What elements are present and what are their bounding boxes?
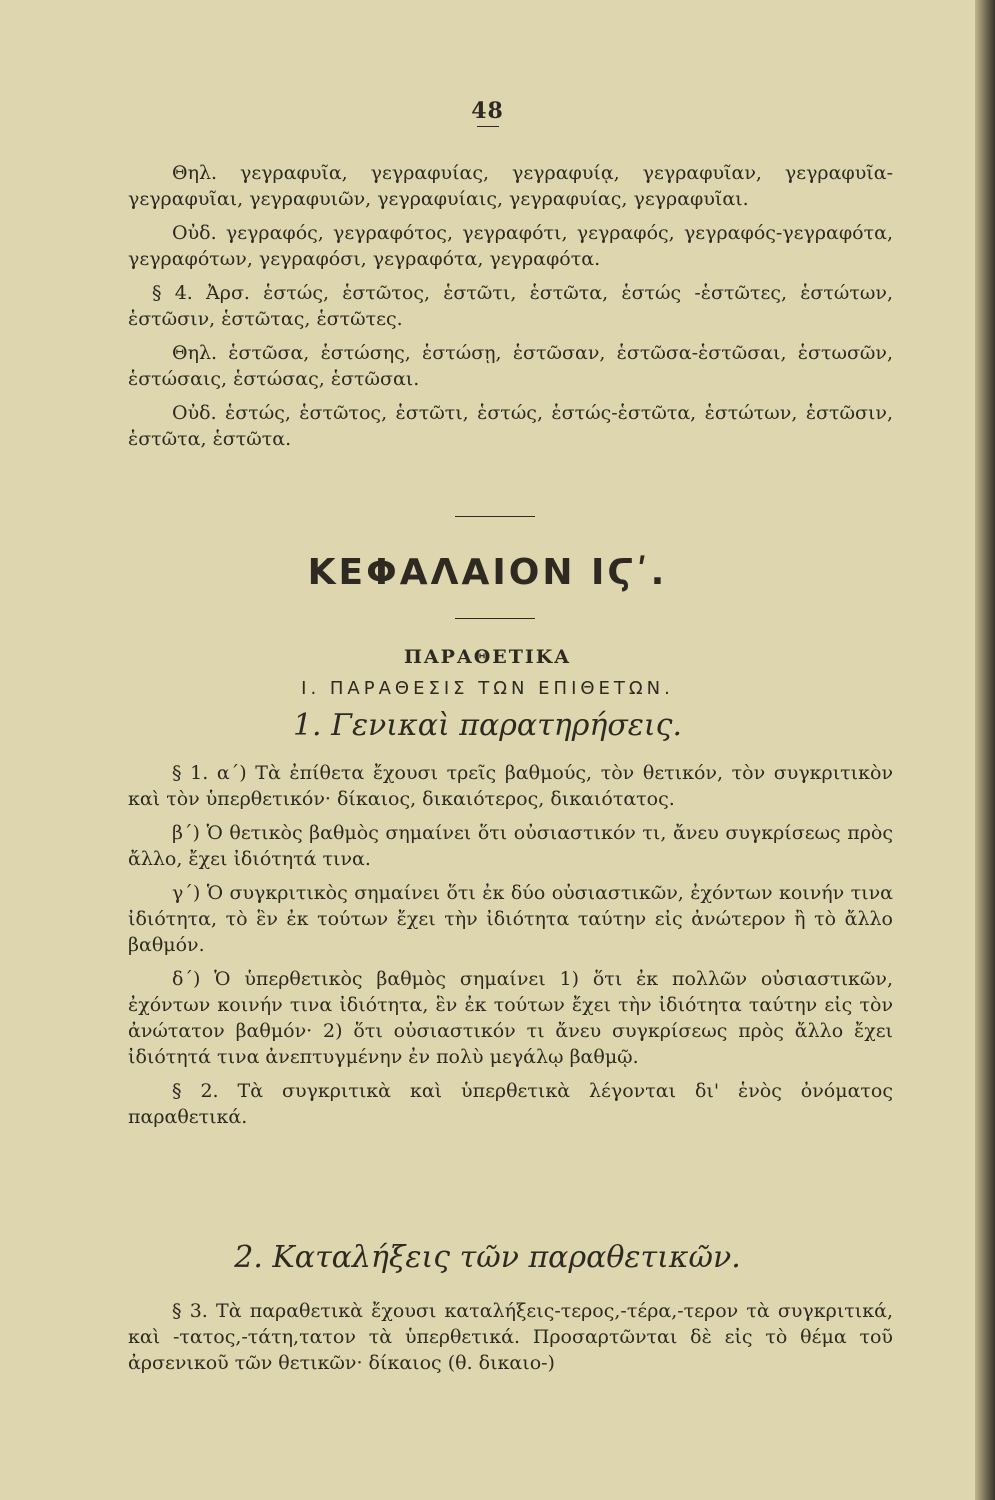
paragraph: Θηλ. γεγραφυῖα, γεγραφυίας, γεγραφυίᾳ, γεγραφυῖαν, γεγραφυῖα-γεγραφυῖαι, γεγραφυιῶν, γεγραφυίαις, γεγραφυίας, γεγραφυῖαι. <box>128 162 893 210</box>
page-number: 48 <box>0 98 975 127</box>
paragraph: δ΄) Ὁ ὑπερθετικὸς βαθμὸς σημαίνει 1) ὅτι ἐκ πολλῶν οὐσιαστικῶν, ἐχόντων κοινήν τινα ἰδιότητα, ἓν ἐκ τούτων ἔχει τὴν ἰδιότητα ταύτην εἰς τὸν ἀνώτατον βαθμόν· 2) ὅτι οὐσιαστικόν τι ἄνευ συγκρίσεως πρὸς ἄλλο ἔχει ἰδιότητά τινα ἀνεπτυγμένην ἐν πολὺ μεγάλῳ βαθμῷ. <box>128 968 893 1068</box>
declension-block <box>128 160 893 460</box>
paragraph: γ΄) Ὁ συγκριτικὸς σημαίνει ὅτι ἐκ δύο οὐσιαστικῶν, ἐχόντων κοινήν τινα ἰδιότητα, τὸ ἓν ἐκ τούτων ἔχει τὴν ἰδιότητα ταύτην εἰς ἀνώτερον ἢ τὸ ἄλλο βαθμόν. <box>128 882 893 956</box>
paragraph: Οὐδ. γεγραφός, γεγραφότος, γεγραφότι, γεγραφός, γεγραφός-γεγραφότα, γεγραφότων, γεγραφόσι, γεγραφότα, γεγραφότα. <box>128 222 893 270</box>
paragraph: § 3. Τὰ παραθετικὰ ἔχουσι καταλήξεις-τερος,-τέρα,-τερον τὰ συγκριτικά, καὶ -τατος,-τάτη,τατον τὰ ὑπερθετικά. Προσαρτῶνται δὲ εἰς τὸ θέμα τοῦ ἀρσενικοῦ τῶν θετικῶν· δίκαιος (θ. δικαιο-) <box>128 1300 893 1374</box>
heading-endings: 2. Καταλήξεις τῶν παραθετικῶν. <box>234 1240 741 1275</box>
paragraph: Οὐδ. ἑστώς, ἑστῶτος, ἑστῶτι, ἑστώς, ἑστώς-ἑστῶτα, ἑστώτων, ἑστῶσιν, ἑστῶτα, ἑστῶτα. <box>128 402 893 450</box>
endings-block <box>128 1298 893 1384</box>
chapter-title: ΚΕΦΑΛΑΙΟΝ ΙϚʹ. <box>307 552 668 593</box>
divider <box>455 618 535 619</box>
heading-general-remarks: 1. Γενικαὶ παρατηρήσεις. <box>292 708 683 743</box>
book-spine <box>975 0 995 1500</box>
subsection-title: I. ΠΑΡΑΘΕΣΙΣ ΤΩΝ ΕΠΙΘΕΤΩΝ. <box>301 678 674 699</box>
paragraph: § 4. Ἀρσ. ἑστώς, ἑστῶτος, ἑστῶτι, ἑστῶτα, ἑστώς -ἑστῶτες, ἑστώτων, ἑστῶσιν, ἑστῶτας, ἑστῶτες. <box>128 282 893 330</box>
paragraph: § 1. α΄) Τὰ ἐπίθετα ἔχουσι τρεῖς βαθμούς, τὸν θετικόν, τὸν συγκριτικὸν καὶ τὸν ὑπερθετικόν· δίκαιος, δικαιότερος, δικαιότατος. <box>128 762 893 810</box>
general-remarks-block <box>128 760 893 1138</box>
section-title: ΠΑΡΑΘΕΤΙΚΑ <box>403 646 572 668</box>
paragraph: § 2. Τὰ συγκριτικὰ καὶ ὑπερθετικὰ λέγονται δι' ἑνὸς ὀνόματος παραθετικά. <box>128 1080 893 1128</box>
divider <box>455 516 535 517</box>
paragraph: β΄) Ὁ θετικὸς βαθμὸς σημαίνει ὅτι οὐσιαστικόν τι, ἄνευ συγκρίσεως πρὸς ἄλλο, ἔχει ἰδιότητά τινα. <box>128 822 893 870</box>
paragraph: Θηλ. ἑστῶσα, ἑστώσης, ἑστώσῃ, ἑστῶσαν, ἑστῶσα-ἑστῶσαι, ἑστωσῶν, ἑστώσαις, ἑστώσας, ἑστῶσαι. <box>128 342 893 390</box>
